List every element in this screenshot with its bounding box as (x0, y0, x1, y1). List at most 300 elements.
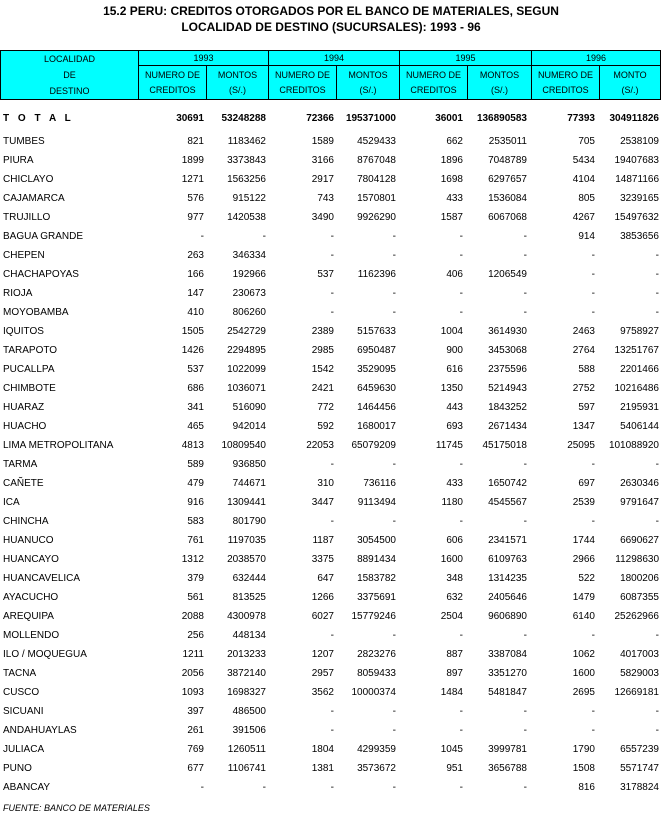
table-row (0, 398, 662, 417)
table-cell: 2463 (572, 326, 595, 337)
table-cell: - (330, 706, 334, 717)
header-creditos-label: CREDITOS (149, 84, 196, 95)
table-cell: 2695 (572, 687, 595, 698)
table-cell: 2195931 (620, 402, 659, 413)
table-cell: - (523, 516, 527, 527)
table-cell: - (591, 250, 595, 261)
table-cell: 53248288 (221, 113, 266, 124)
row-label: JULIACA (3, 744, 45, 755)
table-cell: 348 (446, 573, 463, 584)
table-cell: 3054500 (357, 535, 396, 546)
table-cell: 397 (187, 706, 204, 717)
table-cell: - (392, 459, 396, 470)
header-montos-label: MONTOS (479, 69, 520, 80)
table-cell: - (523, 231, 527, 242)
table-cell: 3375 (311, 554, 334, 565)
table-cell: 379 (187, 573, 204, 584)
table-cell: - (459, 725, 463, 736)
header-localidad-line-3: DESTINO (49, 86, 90, 96)
header-creditos-label: CREDITOS (410, 84, 457, 95)
table-cell: 897 (446, 668, 463, 679)
table-cell: - (523, 706, 527, 717)
table-cell: 693 (446, 421, 463, 432)
table-row (0, 208, 662, 227)
table-cell: 6067068 (488, 212, 527, 223)
table-cell: 806260 (232, 307, 266, 318)
header-localidad (1, 51, 139, 100)
table-cell: 3490 (311, 212, 334, 223)
table-cell: - (392, 706, 396, 717)
row-label: BAGUA GRANDE (3, 231, 84, 242)
table-cell: 341 (187, 402, 204, 413)
table-cell: - (330, 250, 334, 261)
table-row (0, 379, 662, 398)
table-cell: - (262, 231, 266, 242)
table-cell: 1106741 (227, 763, 266, 774)
table-cell: 583 (187, 516, 204, 527)
table-cell: 522 (578, 573, 595, 584)
row-label: MOLLENDO (3, 630, 60, 641)
table-cell: - (655, 288, 659, 299)
row-label: T O T A L (3, 113, 74, 124)
row-label: PUNO (3, 763, 32, 774)
table-cell: 1587 (440, 212, 463, 223)
table-row (0, 474, 662, 493)
table-row (0, 607, 662, 626)
table-row (0, 512, 662, 531)
table-cell: 9758927 (620, 326, 659, 337)
table-cell: - (591, 706, 595, 717)
table-cell: 816 (578, 782, 595, 793)
table-cell: 1843252 (488, 402, 527, 413)
row-label: CHICLAYO (3, 174, 54, 185)
row-label: TUMBES (3, 136, 45, 147)
table-cell: 6950487 (357, 345, 396, 356)
table-cell: 2542729 (227, 326, 266, 337)
header-year-1996: 1996 (532, 51, 661, 66)
row-label: RIOJA (3, 288, 33, 299)
table-cell: 1022099 (227, 364, 266, 375)
row-label: PUCALLPA (3, 364, 55, 375)
table-cell: - (459, 706, 463, 717)
table-cell: 6459630 (357, 383, 396, 394)
header-soles-label: (S/.) (359, 84, 377, 95)
table-cell: 304911826 (609, 113, 659, 124)
table-cell: 1426 (181, 345, 204, 356)
header-localidad-line-2: DE (63, 70, 76, 80)
table-cell: 3447 (311, 497, 334, 508)
table-row (0, 170, 662, 189)
table-cell: 1570801 (357, 193, 396, 204)
table-cell: 3562 (311, 687, 334, 698)
table-cell: 15779246 (351, 611, 396, 622)
table-cell: 1744 (572, 535, 595, 546)
table-row (0, 322, 662, 341)
table-cell: 11745 (435, 440, 463, 451)
table-cell: 743 (317, 193, 334, 204)
table-row (0, 151, 662, 170)
row-label: TARMA (3, 459, 38, 470)
table-cell: - (459, 459, 463, 470)
table-cell: - (459, 782, 463, 793)
table-cell: - (655, 459, 659, 470)
table-row (0, 569, 662, 588)
table-cell: - (330, 459, 334, 470)
table-cell: - (655, 630, 659, 641)
table-row (0, 721, 662, 740)
table-row (0, 740, 662, 759)
table-cell: 5829003 (620, 668, 659, 679)
table-cell: - (655, 516, 659, 527)
table-cell: 576 (187, 193, 204, 204)
row-label: ABANCAY (3, 782, 51, 793)
table-cell: - (591, 459, 595, 470)
table-cell: 195371000 (345, 113, 396, 124)
table-cell: - (655, 725, 659, 736)
table-cell: 592 (317, 421, 334, 432)
header-numero-creditos-1994 (269, 66, 337, 100)
header-soles-label: (S/.) (229, 84, 246, 95)
table-cell: 516090 (232, 402, 266, 413)
table-cell: 2201466 (620, 364, 659, 375)
table-cell: 261 (187, 725, 204, 736)
table-cell: 13251767 (614, 345, 659, 356)
table-cell: 772 (317, 402, 334, 413)
table-cell: 4545567 (488, 497, 527, 508)
table-cell: 1804 (311, 744, 334, 755)
table-cell: 2917 (311, 174, 334, 185)
table-cell: - (523, 250, 527, 261)
row-label: IQUITOS (3, 326, 44, 337)
table-cell: 486500 (232, 706, 266, 717)
table-cell: 761 (187, 535, 204, 546)
table-cell: - (330, 516, 334, 527)
table-cell: - (392, 516, 396, 527)
table-cell: 887 (446, 649, 463, 660)
table-cell: - (330, 288, 334, 299)
table-cell: 6109763 (488, 554, 527, 565)
table-cell: 1266 (311, 592, 334, 603)
header-monto-label: MONTO (613, 69, 647, 80)
table-cell: - (523, 630, 527, 641)
table-cell: 1211 (182, 649, 204, 660)
table-row (0, 455, 662, 474)
table-cell: 2056 (181, 668, 204, 679)
table-cell: 2630346 (620, 478, 659, 489)
table-cell: - (655, 269, 659, 280)
row-label: CHEPEN (3, 250, 45, 261)
table-cell: 1314235 (488, 573, 527, 584)
table-cell: 1464456 (357, 402, 396, 413)
table-cell: 914 (578, 231, 595, 242)
table-cell: 12669181 (614, 687, 659, 698)
table-row (0, 759, 662, 778)
table-cell: 19407683 (614, 155, 659, 166)
table-cell: 5406144 (620, 421, 659, 432)
header-creditos-label: CREDITOS (279, 84, 326, 95)
table-cell: 1600 (440, 554, 463, 565)
table-cell: 2038570 (227, 554, 266, 565)
table-cell: 8891434 (357, 554, 396, 565)
table-cell: 1600 (572, 668, 595, 679)
table-cell: 7048789 (488, 155, 527, 166)
header-numero-label: NUMERO DE (405, 69, 461, 80)
table-cell: 4267 (572, 212, 595, 223)
table-cell: 101088920 (608, 440, 659, 451)
row-label: CAÑETE (3, 478, 44, 489)
table-cell: 1309441 (227, 497, 266, 508)
table-cell: - (392, 782, 396, 793)
table-cell: 3373843 (227, 155, 266, 166)
table-cell: 1207 (311, 649, 334, 660)
table-cell: 147 (187, 288, 204, 299)
row-label: HUANCAYO (3, 554, 59, 565)
table-cell: 5157633 (357, 326, 396, 337)
table-cell: 9926290 (357, 212, 396, 223)
table-row (0, 227, 662, 246)
table-cell: 2966 (572, 554, 595, 565)
table-cell: 36001 (435, 113, 463, 124)
table-cell: 433 (446, 193, 463, 204)
table-cell: 2013233 (227, 649, 266, 660)
table-row (0, 550, 662, 569)
table-cell: 1536084 (488, 193, 527, 204)
table-row (0, 265, 662, 284)
table-cell: 4300978 (227, 611, 266, 622)
row-label: ANDAHUAYLAS (3, 725, 77, 736)
table-cell: 136890583 (476, 113, 527, 124)
row-label: TRUJILLO (3, 212, 51, 223)
table-cell: 1479 (572, 592, 595, 603)
table-cell: 936850 (232, 459, 266, 470)
table-cell: 1790 (572, 744, 595, 755)
table-cell: 3166 (311, 155, 334, 166)
table-cell: - (523, 459, 527, 470)
header-numero-creditos-1993 (139, 66, 207, 100)
table-cell: 3529095 (357, 364, 396, 375)
header-year-1993: 1993 (139, 51, 269, 66)
table-cell: 1093 (181, 687, 204, 698)
table-cell: - (330, 630, 334, 641)
table-cell: 310 (317, 478, 334, 489)
table-cell: 1062 (572, 649, 595, 660)
table-row (0, 132, 662, 151)
table-cell: 192966 (232, 269, 266, 280)
table-cell: - (523, 307, 527, 318)
table-cell: 2671434 (488, 421, 527, 432)
table-cell: 1563256 (227, 174, 266, 185)
table-cell: 588 (578, 364, 595, 375)
table-cell: 3853656 (620, 231, 659, 242)
row-label: CHACHAPOYAS (3, 269, 79, 280)
table-cell: 1271 (181, 174, 204, 185)
table-cell: 677 (187, 763, 204, 774)
table-cell: 942014 (232, 421, 266, 432)
table-cell: 1698327 (227, 687, 266, 698)
table-cell: 736116 (363, 478, 396, 489)
table-cell: 769 (187, 744, 204, 755)
table-cell: 2294895 (227, 345, 266, 356)
table-cell: 589 (187, 459, 204, 470)
table-cell: 3614930 (488, 326, 527, 337)
table-cell: 744671 (232, 478, 266, 489)
table-cell: 1206549 (488, 269, 527, 280)
table-title-line-2: LOCALIDAD DE DESTINO (SUCURSALES): 1993 - 96 (181, 20, 481, 34)
table-cell: 1583782 (357, 573, 396, 584)
header-montos-1993 (207, 66, 269, 100)
table-cell: 2985 (311, 345, 334, 356)
table-row (0, 626, 662, 645)
table-cell: - (200, 231, 204, 242)
header-numero-label: NUMERO DE (274, 69, 330, 80)
table-cell: 25262966 (614, 611, 659, 622)
table-cell: 3872140 (227, 668, 266, 679)
table-row (0, 531, 662, 550)
table-row (0, 588, 662, 607)
table-cell: 3573672 (357, 763, 396, 774)
table-cell: 10216486 (614, 383, 659, 394)
source-note: FUENTE: BANCO DE MATERIALES (3, 803, 150, 813)
table-cell: 6557239 (620, 744, 659, 755)
table-cell: 406 (446, 269, 463, 280)
table-cell: - (459, 630, 463, 641)
table-row (0, 417, 662, 436)
table-cell: 72366 (306, 113, 334, 124)
table-cell: - (330, 725, 334, 736)
column-header (0, 50, 661, 100)
table-row (0, 493, 662, 512)
table-cell: 915122 (232, 193, 266, 204)
table-cell: 2535011 (488, 136, 527, 147)
header-montos-1995 (468, 66, 532, 100)
table-cell: 977 (187, 212, 204, 223)
row-label: AREQUIPA (3, 611, 54, 622)
table-cell: 263 (187, 250, 204, 261)
table-cell: - (655, 706, 659, 717)
table-cell: 916 (187, 497, 204, 508)
row-label: ILO / MOQUEGUA (3, 649, 87, 660)
table-cell: 1650742 (488, 478, 527, 489)
table-cell: 1800206 (620, 573, 659, 584)
table-cell: 8059433 (357, 668, 396, 679)
table-cell: 1698 (440, 174, 463, 185)
table-cell: 1004 (440, 326, 463, 337)
row-label: CUSCO (3, 687, 40, 698)
table-cell: - (523, 288, 527, 299)
table-cell: 1036071 (227, 383, 266, 394)
table-cell: - (591, 307, 595, 318)
header-montos-label: MONTOS (217, 69, 258, 80)
table-cell: 2504 (440, 611, 463, 622)
table-cell: 3178824 (620, 782, 659, 793)
table-cell: 6297657 (488, 174, 527, 185)
table-cell: - (591, 725, 595, 736)
table-cell: 2088 (181, 611, 204, 622)
table-row (0, 341, 662, 360)
table-cell: 6087355 (620, 592, 659, 603)
row-label: HUANUCO (3, 535, 54, 546)
header-creditos-label: CREDITOS (542, 84, 589, 95)
table-row (0, 702, 662, 721)
row-label: LIMA METROPOLITANA (3, 440, 114, 451)
table-cell: 22053 (306, 440, 334, 451)
table-cell: 616 (446, 364, 463, 375)
table-cell: 5481847 (488, 687, 527, 698)
table-cell: 821 (187, 136, 204, 147)
table-cell: 77393 (567, 113, 595, 124)
table-cell: 900 (446, 345, 463, 356)
table-cell: - (392, 250, 396, 261)
table-cell: - (523, 725, 527, 736)
table-cell: 1899 (181, 155, 204, 166)
table-cell: 3239165 (620, 193, 659, 204)
table-cell: 2389 (311, 326, 334, 337)
table-cell: 4299359 (357, 744, 396, 755)
table-cell: 1420538 (227, 212, 266, 223)
table-cell: 3656788 (488, 763, 527, 774)
table-cell: 537 (317, 269, 334, 280)
table-cell: - (392, 231, 396, 242)
table-cell: - (459, 288, 463, 299)
table-row (0, 778, 662, 797)
row-label: ICA (3, 497, 20, 508)
table-cell: 2823276 (357, 649, 396, 660)
table-cell: - (330, 231, 334, 242)
table-cell: - (330, 307, 334, 318)
table-cell: 2538109 (620, 136, 659, 147)
table-cell: 3351270 (488, 668, 527, 679)
table-cell: 2957 (311, 668, 334, 679)
table-cell: - (459, 250, 463, 261)
table-cell: 4017003 (620, 649, 659, 660)
table-cell: 3453068 (488, 345, 527, 356)
table-cell: - (655, 307, 659, 318)
table-cell: 2341571 (488, 535, 527, 546)
header-numero-label: NUMERO DE (537, 69, 593, 80)
table-row (0, 189, 662, 208)
table-cell: 14871166 (615, 174, 659, 185)
table-cell: 2539 (572, 497, 595, 508)
row-label: SICUANI (3, 706, 44, 717)
table-cell: 5571747 (620, 763, 659, 774)
table-cell: - (392, 307, 396, 318)
table-cell: 606 (446, 535, 463, 546)
table-cell: 3375691 (357, 592, 396, 603)
table-cell: 1589 (311, 136, 334, 147)
table-cell: 9606890 (488, 611, 527, 622)
table-cell: 686 (187, 383, 204, 394)
table-row (0, 303, 662, 322)
table-cell: 1045 (440, 744, 463, 755)
row-label: TACNA (3, 668, 37, 679)
table-cell: 25095 (567, 440, 595, 451)
table-cell: - (459, 516, 463, 527)
table-cell: 561 (187, 592, 204, 603)
table-row (0, 436, 662, 455)
table-cell: 3387084 (488, 649, 527, 660)
table-cell: 6027 (311, 611, 334, 622)
table-cell: 11298630 (615, 554, 659, 565)
table-cell: 1183462 (227, 136, 266, 147)
row-label: HUANCAVELICA (3, 573, 81, 584)
table-cell: 1197035 (227, 535, 266, 546)
table-cell: 45175018 (482, 440, 527, 451)
header-numero-creditos-1995 (400, 66, 468, 100)
header-montos-label: MONTOS (348, 69, 388, 80)
table-cell: 391506 (232, 725, 266, 736)
table-cell: - (655, 250, 659, 261)
table-row (0, 284, 662, 303)
